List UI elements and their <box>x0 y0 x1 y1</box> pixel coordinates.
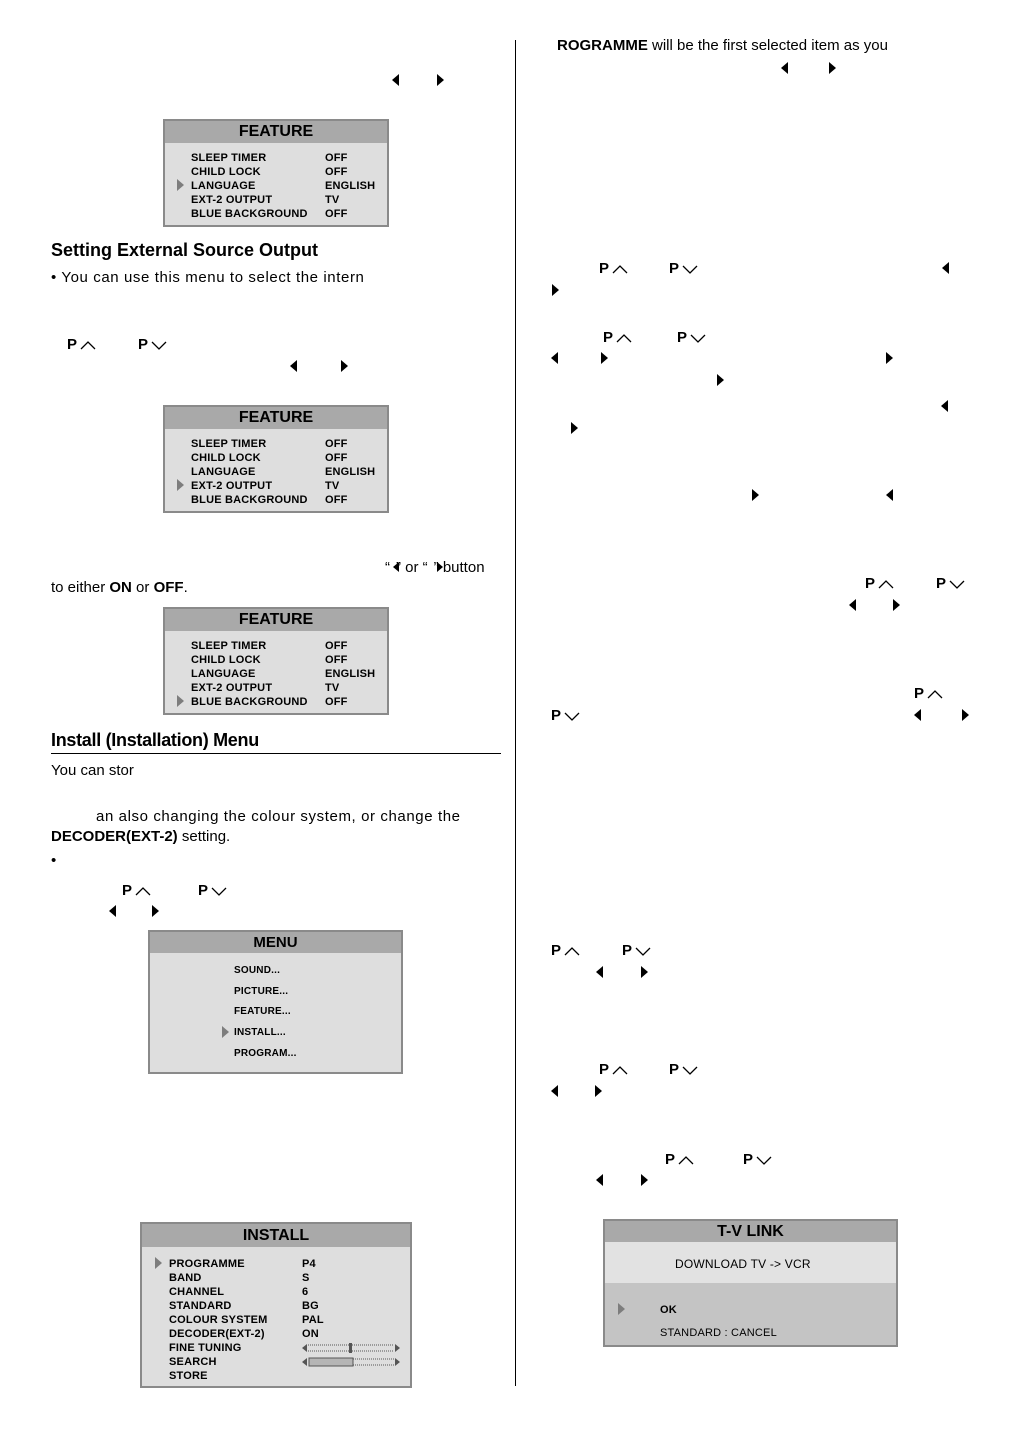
p-down-key <box>622 942 651 959</box>
text-span: will be the first selected item as you <box>647 37 888 54</box>
chevron-down-icon <box>690 333 706 343</box>
selection-pointer-icon <box>177 179 184 191</box>
search-bar <box>302 1356 402 1368</box>
p-key-label: P <box>865 575 876 592</box>
menu-item-value: OFF <box>325 438 348 450</box>
install-item-value: S <box>302 1272 310 1284</box>
on-label: ON <box>109 579 132 596</box>
p-up-key <box>599 260 628 277</box>
right-arrow-icon <box>962 709 969 721</box>
install-menu-osd <box>140 1222 412 1388</box>
menu-item-value: ENGLISH <box>325 466 376 478</box>
chevron-down-icon <box>682 264 698 274</box>
text-span: . <box>183 579 188 596</box>
p-up-key <box>665 1151 694 1168</box>
menu-title: T-V LINK <box>605 1221 896 1242</box>
left-arrow-icon <box>849 599 856 611</box>
right-arrow-icon <box>752 489 759 501</box>
p-key-label: P <box>603 329 614 346</box>
menu-item-value: ENGLISH <box>325 180 376 192</box>
menu-item-label: SLEEP TIMER <box>191 640 267 652</box>
right-top-line <box>557 37 888 54</box>
tvlink-ok-option: OK <box>660 1304 677 1316</box>
p-down-key <box>677 329 706 346</box>
p-key-label: P <box>677 329 688 346</box>
menu-item-value: OFF <box>325 166 348 178</box>
install-item-label: STANDARD <box>169 1300 232 1312</box>
right-arrow-icon <box>829 62 836 74</box>
install-paragraph-1: You can stor <box>51 762 134 779</box>
p-up-key <box>865 575 894 592</box>
p-key-label: P <box>599 1061 610 1078</box>
section-divider <box>51 753 501 754</box>
install-bullet: • <box>51 852 57 869</box>
chevron-up-icon <box>612 264 628 274</box>
p-key-label: P <box>551 942 562 959</box>
on-off-instruction <box>51 579 188 596</box>
tvlink-message: DOWNLOAD TV -> VCR <box>675 1257 811 1271</box>
left-arrow-icon <box>781 62 788 74</box>
chevron-down-icon <box>211 886 227 896</box>
p-key-label: P <box>138 336 149 353</box>
right-arrow-icon <box>893 599 900 611</box>
menu-item-install: INSTALL... <box>234 1027 286 1038</box>
install-item-label: SEARCH <box>169 1356 217 1368</box>
install-item-label: COLOUR SYSTEM <box>169 1314 268 1326</box>
selection-pointer-icon <box>177 479 184 491</box>
menu-item-value: TV <box>325 194 340 206</box>
p-down-key <box>551 707 580 724</box>
p-down-key <box>669 1061 698 1078</box>
p-key-label: P <box>665 1151 676 1168</box>
chevron-up-icon <box>927 689 943 699</box>
chevron-up-icon <box>678 1155 694 1165</box>
text-span: setting. <box>177 828 231 845</box>
right-arrow-icon <box>571 422 578 434</box>
left-arrow-icon <box>290 360 297 372</box>
install-paragraph-3 <box>51 828 230 845</box>
fine-tuning-bar <box>302 1342 402 1354</box>
p-up-key <box>914 685 943 702</box>
chevron-down-icon <box>682 1065 698 1075</box>
section-heading-install: Install (Installation) Menu <box>51 730 259 750</box>
menu-item-label: BLUE BACKGROUND <box>191 696 308 708</box>
p-down-key <box>198 882 227 899</box>
menu-item-value: OFF <box>325 494 348 506</box>
left-arrow-icon <box>596 1174 603 1186</box>
menu-item-picture: PICTURE... <box>234 986 289 997</box>
menu-item-label: EXT-2 OUTPUT <box>191 480 273 492</box>
install-item-label: FINE TUNING <box>169 1342 242 1354</box>
chevron-up-icon <box>878 579 894 589</box>
button-line: “ ” or “ ” button <box>385 559 485 576</box>
install-item-label: PROGRAMME <box>169 1258 245 1270</box>
menu-item-label: SLEEP TIMER <box>191 438 267 450</box>
p-key-label: P <box>122 882 133 899</box>
menu-item-value: OFF <box>325 654 348 666</box>
selection-pointer-icon <box>618 1303 625 1315</box>
chevron-down-icon <box>756 1155 772 1165</box>
menu-item-value: OFF <box>325 640 348 652</box>
left-arrow-icon <box>942 262 949 274</box>
chevron-up-icon <box>135 886 151 896</box>
left-arrow-icon <box>393 562 399 572</box>
left-arrow-icon <box>941 400 948 412</box>
tvlink-menu-osd <box>603 1219 898 1347</box>
left-arrow-icon <box>109 905 116 917</box>
main-menu-osd <box>148 930 403 1074</box>
menu-item-value: OFF <box>325 208 348 220</box>
menu-title: FEATURE <box>165 609 387 631</box>
left-arrow-icon <box>551 352 558 364</box>
menu-item-feature: FEATURE... <box>234 1006 291 1017</box>
selection-pointer-icon <box>177 695 184 707</box>
p-up-key <box>122 882 151 899</box>
menu-item-label: BLUE BACKGROUND <box>191 494 308 506</box>
selection-pointer-icon <box>155 1257 162 1269</box>
right-arrow-icon <box>601 352 608 364</box>
install-item-value: 6 <box>302 1286 309 1298</box>
column-divider <box>515 40 516 1386</box>
install-item-label: CHANNEL <box>169 1286 225 1298</box>
programme-label: ROGRAMME <box>557 37 648 54</box>
section-heading-external-output: Setting External Source Output <box>51 240 319 260</box>
right-arrow-icon <box>886 352 893 364</box>
tvlink-standard-cancel: STANDARD : CANCEL <box>660 1327 777 1339</box>
p-key-label: P <box>743 1151 754 1168</box>
right-arrow-icon <box>641 966 648 978</box>
right-arrow-icon <box>641 1174 648 1186</box>
left-arrow-icon <box>392 74 399 86</box>
install-item-value: BG <box>302 1300 319 1312</box>
p-key-label: P <box>669 1061 680 1078</box>
left-arrow-icon <box>596 966 603 978</box>
chevron-up-icon <box>564 946 580 956</box>
p-key-label: P <box>936 575 947 592</box>
menu-title: FEATURE <box>165 121 387 143</box>
menu-title: INSTALL <box>142 1224 410 1247</box>
menu-item-sound: SOUND... <box>234 965 281 976</box>
p-key-label: P <box>622 942 633 959</box>
menu-item-value: TV <box>325 682 340 694</box>
menu-item-label: LANGUAGE <box>191 180 256 192</box>
off-label: OFF <box>153 579 184 596</box>
menu-item-label: CHILD LOCK <box>191 452 261 464</box>
right-arrow-icon <box>437 74 444 86</box>
right-arrow-icon <box>595 1085 602 1097</box>
install-item-value: ON <box>302 1328 319 1340</box>
menu-item-label: SLEEP TIMER <box>191 152 267 164</box>
chevron-down-icon <box>635 946 651 956</box>
p-key-label: P <box>551 707 562 724</box>
p-down-key <box>669 260 698 277</box>
left-arrow-icon <box>914 709 921 721</box>
decoder-label: DECODER(EXT-2) <box>51 828 178 845</box>
right-arrow-icon <box>437 562 443 572</box>
right-arrow-icon <box>341 360 348 372</box>
right-arrow-icon <box>717 374 724 386</box>
menu-item-value: ENGLISH <box>325 668 376 680</box>
feature-menu-blue-bg <box>163 607 389 715</box>
chevron-down-icon <box>949 579 965 589</box>
p-down-key <box>743 1151 772 1168</box>
left-arrow-icon <box>551 1085 558 1097</box>
p-up-key <box>603 329 632 346</box>
menu-title: FEATURE <box>165 407 387 429</box>
feature-menu-ext2 <box>163 405 389 513</box>
menu-item-label: LANGUAGE <box>191 668 256 680</box>
install-item-label: DECODER(EXT-2) <box>169 1328 265 1340</box>
menu-item-label: CHILD LOCK <box>191 654 261 666</box>
p-key-label: P <box>198 882 209 899</box>
selection-pointer-icon <box>222 1026 229 1038</box>
menu-item-value: OFF <box>325 452 348 464</box>
menu-item-label: EXT-2 OUTPUT <box>191 194 273 206</box>
section-bullet-text: • You can use this menu to select the intern <box>51 269 365 286</box>
p-down-key <box>936 575 965 592</box>
menu-item-label: LANGUAGE <box>191 466 256 478</box>
right-arrow-icon <box>152 905 159 917</box>
p-key-label: P <box>669 260 680 277</box>
chevron-down-icon <box>564 711 580 721</box>
text-span: to either <box>51 579 110 596</box>
p-up-key <box>551 942 580 959</box>
text-span: or <box>131 579 154 596</box>
install-item-value: P4 <box>302 1258 316 1270</box>
install-paragraph-2: an also changing the colour system, or change the <box>96 808 461 825</box>
menu-item-label: EXT-2 OUTPUT <box>191 682 273 694</box>
chevron-down-icon <box>151 340 167 350</box>
feature-menu-language <box>163 119 389 227</box>
button-instruction-text <box>385 559 485 576</box>
menu-item-label: BLUE BACKGROUND <box>191 208 308 220</box>
p-up-key <box>67 336 96 353</box>
chevron-up-icon <box>80 340 96 350</box>
p-key-label: P <box>599 260 610 277</box>
install-item-label: STORE <box>169 1370 208 1382</box>
p-up-key <box>599 1061 628 1078</box>
left-arrow-icon <box>886 489 893 501</box>
menu-title: MENU <box>150 932 401 953</box>
menu-item-value: TV <box>325 480 340 492</box>
right-arrow-icon <box>552 284 559 296</box>
menu-item-label: CHILD LOCK <box>191 166 261 178</box>
install-item-value: PAL <box>302 1314 324 1326</box>
p-key-label: P <box>914 685 925 702</box>
chevron-up-icon <box>616 333 632 343</box>
menu-item-value: OFF <box>325 152 348 164</box>
p-down-key <box>138 336 167 353</box>
menu-item-program: PROGRAM... <box>234 1048 297 1059</box>
menu-item-value: OFF <box>325 696 348 708</box>
p-key-label: P <box>67 336 78 353</box>
chevron-up-icon <box>612 1065 628 1075</box>
install-item-label: BAND <box>169 1272 202 1284</box>
